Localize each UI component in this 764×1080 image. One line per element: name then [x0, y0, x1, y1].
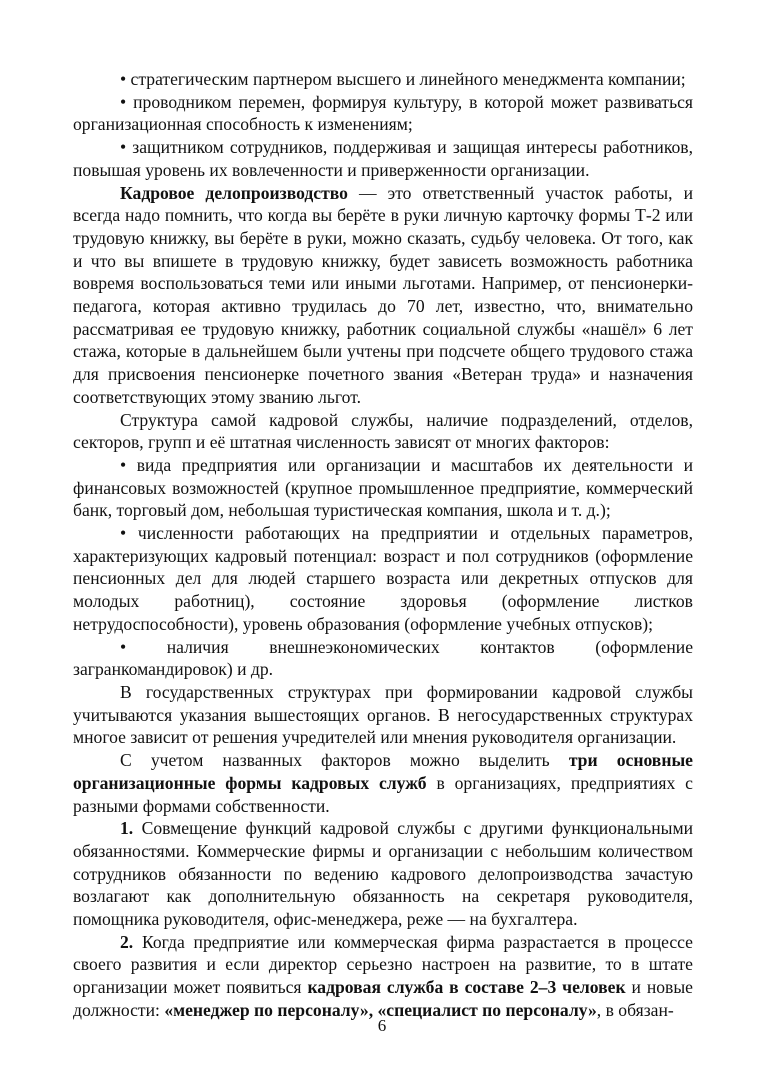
paragraph-bullet-change-agent: • проводником перемен, формируя культуру, в которой может развиваться организационная способность к изменениям;	[73, 91, 693, 135]
term-three-forms: три основные организационные формы кадровых служб	[73, 750, 693, 793]
item-number-1: 1.	[120, 818, 134, 839]
paragraph-hr-records: Кадровое делопроизводство — это ответственный участок работы, и всегда надо помнить, что когда вы берёте в руки личную карточку формы Т-2 или трудовую книжку, вы берёте в руки, можно сказать, судьбу человека. От того, как и что вы впишете в трудовую книжку, будет зависеть возможность работника вовремя воспользоваться теми или иными льготами. Например, от пенсионерки-педагога, которая активно трудилась до 70 лет, известно, что, внимательно рассматривая ее трудовую книжку, работник социальной службы «нашёл» 6 лет стажа, которые в дальнейшем были учтены при подсчете общего трудового стажа для присвоения пенсионерке почетного звания «Ветеран труда» и назначения соответствующих этому званию льгот.	[73, 182, 694, 407]
paragraph-bullet-strategic-partner: • стратегическим партнером высшего и линейного менеджмента компании;	[120, 69, 686, 89]
body-text	[73, 68, 693, 1022]
paragraph-bullet-enterprise-type: • вида предприятия или организации и масштабов их деятельности и финансовых возможностей (крупное промышленное предприятие, коммерческий банк, торговый дом, небольшая туристическая компания, школа и т. д.);	[73, 454, 693, 521]
term-positions: «менеджер по персоналу», «специалист по персоналу»	[164, 999, 597, 1020]
paragraph-state-structures: В государственных структурах при формировании кадровой службы учитываются указания вышестоящих органов. В негосударственных структурах многое зависит от решения учредителей или мнения руководителя организации.	[73, 681, 693, 748]
paragraph-bullet-headcount: • численности работающих на предприятии и отдельных параметров, характеризующих кадровый потенциал: возраст и пол сотрудников (оформление пенсионных дел для людей старшего возраста или декретных отпусков для молодых работниц), состояние здоровья (оформление листков нетрудоспособности), уровень образования (оформление учебных отпусков);	[73, 523, 693, 634]
paragraph-three-forms: С учетом названных факторов можно выделить три основные организационные формы кадровых служб в организациях, предприятиях с разными формами собственности.	[73, 750, 693, 816]
item-number-2: 2.	[120, 931, 134, 952]
paragraph-item-2: 2. Когда предприятие или коммерческая фирма разрастается в процессе своего развития и если директор серьезно настроен на развитие, то в штате организации может появиться кадровая служба в составе 2–3 человек и новые должности: «менеджер по персоналу», «специалист по персоналу», в обязан-	[73, 931, 693, 1020]
paragraph-item-1: 1. Совмещение функций кадровой службы с другими функциональными обязанностями. Коммерческие фирмы и организации с небольшим количеством сотрудников обязанности по ведению кадрового делопроизводства зачастую возлагают как дополнительную обязанность на секретаря руководителя, помощника руководителя, офис-менеджера, реже — на бухгалтера.	[73, 818, 693, 930]
page-number: 6	[377, 1016, 387, 1035]
paragraph-structure: Структура самой кадровой службы, наличие подразделений, отделов, секторов, групп и её штатная численность зависят от многих факторов:	[73, 409, 693, 453]
paragraph-bullet-employee-advocate: • защитником сотрудников, поддерживая и защищая интересы работников, повышая уровень их вовлеченности и приверженности организации.	[73, 137, 693, 180]
term-hr-records: Кадровое делопроизводство	[120, 182, 348, 203]
term-hr-service-size: кадровая служба в составе 2–3 человек	[307, 977, 626, 998]
paragraph-bullet-foreign-contacts: • наличия внешнеэкономических контактов (оформление загранкомандировок) и др.	[73, 636, 693, 680]
